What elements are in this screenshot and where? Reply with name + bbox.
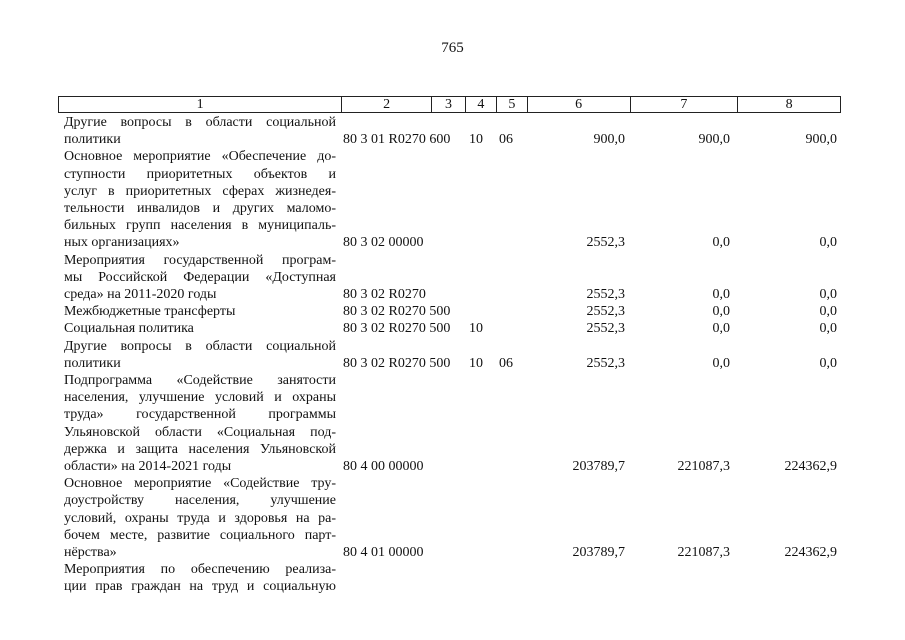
table-row	[0, 372, 905, 475]
amount-col-8: 0,0	[819, 355, 837, 371]
table-header	[58, 96, 841, 113]
amount-col-8: 224362,9	[784, 459, 837, 475]
description-line: услуг в приоритетных сферах жизнедея-	[64, 183, 336, 199]
description-line: политики	[64, 132, 121, 148]
csr-code	[343, 355, 450, 372]
target-article: 80 3 02 R0270	[343, 321, 426, 337]
row-description	[64, 148, 336, 251]
csr-code	[343, 303, 450, 320]
target-article: 80 4 01 00000	[343, 545, 424, 561]
amount-col-6: 900,0	[593, 132, 625, 148]
amount-col-6: 2552,3	[586, 321, 625, 337]
table-row	[0, 338, 905, 372]
description-line: области» на 2014-2021 годы	[64, 459, 232, 475]
description-line: доустройству населения, улучшение	[64, 493, 336, 509]
amount-col-6: 2552,3	[586, 235, 625, 251]
amount-col-7: 0,0	[712, 287, 730, 303]
row-description	[64, 114, 336, 148]
row-description	[64, 320, 336, 337]
row-description	[64, 303, 336, 320]
target-article: 80 3 02 R0270	[343, 355, 426, 371]
subsection-code: 06	[499, 355, 513, 371]
description-line: ции прав граждан на труд и социальную	[64, 579, 336, 595]
table-row	[0, 148, 905, 251]
amount-col-7: 0,0	[712, 321, 730, 337]
description-line: Ульяновской области «Социальная под-	[64, 424, 336, 440]
header-col-2: 2	[341, 97, 431, 112]
amount-col-6: 2552,3	[586, 287, 625, 303]
description-line: Мероприятия государственной програм-	[64, 252, 336, 268]
expense-type: 500	[429, 355, 451, 371]
description-line: Межбюджетные трансферты	[64, 304, 236, 320]
description-line: ных организациях»	[64, 235, 180, 251]
description-line: Другие вопросы в области социальной	[64, 338, 336, 354]
amount-col-7: 0,0	[712, 235, 730, 251]
csr-code	[343, 234, 424, 251]
description-line: мы Российской Федерации «Доступная	[64, 269, 336, 285]
amount-col-6: 2552,3	[586, 355, 625, 371]
description-line: населения, улучшение условий и охраны	[64, 390, 336, 406]
csr-code	[343, 458, 424, 475]
amount-col-7: 0,0	[712, 304, 730, 320]
amount-col-8: 0,0	[819, 287, 837, 303]
description-line: бильных групп населения в муниципаль-	[64, 218, 336, 234]
page-number: 765	[441, 40, 464, 56]
row-description	[64, 338, 336, 372]
amount-col-6: 2552,3	[586, 304, 625, 320]
table-row	[0, 475, 905, 561]
row-description	[64, 372, 336, 475]
expense-type: 600	[429, 132, 451, 148]
table-body	[0, 114, 905, 596]
description-line: Подпрограмма «Содействие занятости	[64, 373, 336, 389]
section-code: 10	[469, 321, 483, 337]
table-row	[0, 303, 905, 320]
description-line: держка и защита населения Ульяновской	[64, 441, 336, 457]
amount-col-8: 0,0	[819, 304, 837, 320]
amount-col-7: 221087,3	[677, 459, 730, 475]
description-line: политики	[64, 355, 121, 371]
header-col-5: 5	[496, 97, 527, 112]
subsection-code: 06	[499, 132, 513, 148]
amount-col-8: 0,0	[819, 235, 837, 251]
table-row	[0, 320, 905, 337]
description-line: Другие вопросы в области социальной	[64, 115, 336, 130]
amount-col-7: 0,0	[712, 355, 730, 371]
header-col-4: 4	[465, 97, 496, 112]
amount-col-6: 203789,7	[572, 459, 625, 475]
description-line: ступности приоритетных объектов и	[64, 166, 336, 182]
section-code: 10	[469, 132, 483, 148]
target-article: 80 4 00 00000	[343, 459, 424, 475]
description-line: нёрства»	[64, 545, 117, 561]
description-line: Мероприятия по обеспечению реализа-	[64, 562, 336, 578]
amount-col-8: 0,0	[819, 321, 837, 337]
amount-col-6: 203789,7	[572, 545, 625, 561]
target-article: 80 3 02 R0270	[343, 304, 426, 320]
description-line: среда» на 2011-2020 годы	[64, 287, 217, 303]
description-line: условий, охраны труда и здоровья на ра-	[64, 510, 336, 526]
row-description	[64, 252, 336, 304]
section-code: 10	[469, 355, 483, 371]
amount-col-8: 900,0	[805, 132, 837, 148]
table-row	[0, 114, 905, 148]
amount-col-7: 221087,3	[677, 545, 730, 561]
expense-type: 500	[429, 321, 451, 337]
table-row	[0, 561, 905, 595]
target-article: 80 3 02 00000	[343, 235, 424, 251]
csr-code	[343, 544, 424, 561]
expense-type: 500	[429, 304, 451, 320]
target-article: 80 3 01 R0270	[343, 132, 426, 148]
header-col-8: 8	[737, 97, 840, 112]
amount-col-8: 224362,9	[784, 545, 837, 561]
csr-code	[343, 286, 426, 303]
target-article: 80 3 02 R0270	[343, 287, 426, 303]
csr-code	[343, 320, 450, 337]
amount-col-7: 900,0	[698, 132, 730, 148]
description-line: труда» государственной программы	[64, 407, 336, 423]
header-col-6: 6	[527, 97, 630, 112]
csr-code	[343, 131, 450, 148]
row-description	[64, 561, 336, 595]
description-line: Социальная политика	[64, 321, 194, 337]
header-col-1: 1	[196, 97, 204, 112]
description-line: тельности инвалидов и других маломо-	[64, 201, 336, 217]
description-line: Основное мероприятие «Обеспечение до-	[64, 149, 336, 165]
table-row	[0, 252, 905, 304]
description-line: Основное мероприятие «Содействие тру-	[64, 476, 336, 492]
header-col-7: 7	[630, 97, 738, 112]
row-description	[64, 475, 336, 561]
description-line: бочем месте, развитие социального парт-	[64, 527, 336, 543]
header-col-3: 3	[431, 97, 465, 112]
